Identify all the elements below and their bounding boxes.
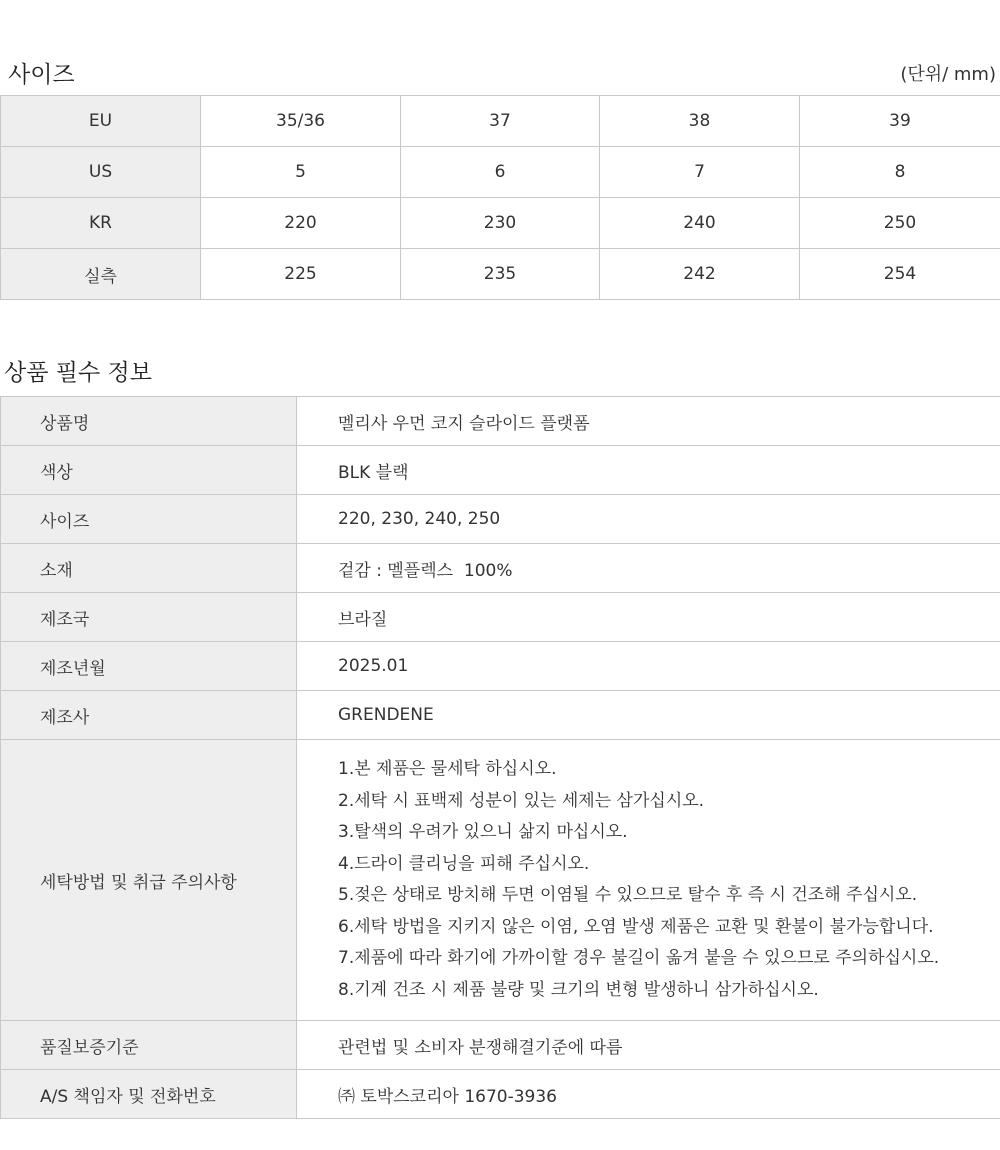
care-line: 7.제품에 따라 화기에 가까이할 경우 불길이 옮겨 붙을 수 있으므로 주의하십시오.	[338, 948, 940, 968]
care-line: 8.기계 건조 시 제품 불량 및 크기의 변형 발생하니 삼가하십시오.	[338, 979, 819, 1000]
info-label: 제조사	[1, 691, 297, 740]
info-row-manufacturer	[1, 691, 1000, 740]
info-section-header	[0, 356, 1000, 388]
size-row-actual	[1, 249, 1000, 300]
care-line: 1.본 제품은 물세탁 하십시오.	[338, 759, 557, 779]
info-value: 브라질	[297, 593, 1000, 642]
size-cell: 35/36	[201, 96, 401, 147]
size-cell: 8	[800, 147, 1000, 198]
info-label: 제조국	[1, 593, 297, 642]
size-row-label: KR	[1, 198, 201, 249]
info-value: 멜리사 우먼 코지 슬라이드 플랫폼	[297, 397, 1000, 446]
size-row-label: EU	[1, 96, 201, 147]
info-label: A/S 책임자 및 전화번호	[1, 1070, 297, 1119]
size-cell: 230	[401, 198, 600, 249]
size-row-us	[1, 147, 1000, 198]
size-table	[0, 95, 1000, 300]
info-label: 제조년월	[1, 642, 297, 691]
care-line: 5.젖은 상태로 방치해 두면 이염될 수 있으므로 탈수 후 즉 시 건조해 주십시오.	[338, 885, 918, 905]
size-cell: 6	[401, 147, 600, 198]
info-row-quality-standard	[1, 1021, 1000, 1070]
size-cell: 37	[401, 96, 600, 147]
info-value: GRENDENE	[297, 691, 1000, 740]
size-cell: 235	[401, 249, 600, 300]
care-line: 6.세탁 방법을 지키지 않은 이염, 오염 발생 제품은 교환 및 환불이 불가능합니다.	[338, 916, 934, 937]
info-row-manufacture-date	[1, 642, 1000, 691]
info-value: 관련법 및 소비자 분쟁해결기준에 따름	[297, 1021, 1000, 1070]
info-value: 겉감 : 멜플렉스 100%	[297, 544, 1000, 593]
info-row-size	[1, 495, 1000, 544]
info-label: 색상	[1, 446, 297, 495]
info-label: 소재	[1, 544, 297, 593]
size-cell: 38	[600, 96, 800, 147]
info-label: 세탁방법 및 취급 주의사항	[1, 740, 297, 1021]
info-label: 상품명	[1, 397, 297, 446]
size-cell: 250	[800, 198, 1000, 249]
size-row-label: US	[1, 147, 201, 198]
size-cell: 5	[201, 147, 401, 198]
size-section-header	[0, 58, 1000, 90]
info-row-as-contact	[1, 1070, 1000, 1119]
product-info-table	[0, 396, 1000, 1119]
size-cell: 220	[201, 198, 401, 249]
size-cell: 225	[201, 249, 401, 300]
info-row-care	[1, 740, 1000, 1021]
info-row-material	[1, 544, 1000, 593]
size-cell: 254	[800, 249, 1000, 300]
care-line: 2.세탁 시 표백제 성분이 있는 세제는 삼가십시오.	[338, 790, 705, 811]
size-cell: 240	[600, 198, 800, 249]
size-cell: 242	[600, 249, 800, 300]
info-row-country	[1, 593, 1000, 642]
size-cell: 7	[600, 147, 800, 198]
care-instructions	[297, 740, 1000, 1021]
size-unit-note: (단위/ mm)	[900, 64, 996, 85]
info-row-product-name	[1, 397, 1000, 446]
care-line: 4.드라이 클리닝을 피해 주십시오.	[338, 853, 590, 874]
info-section-title: 상품 필수 정보	[4, 360, 152, 386]
info-value: 2025.01	[297, 642, 1000, 691]
size-row-label: 실측	[1, 249, 201, 300]
info-value: ㈜ 토박스코리아 1670-3936	[297, 1070, 1000, 1119]
info-row-color	[1, 446, 1000, 495]
info-label: 품질보증기준	[1, 1021, 297, 1070]
info-value: BLK 블랙	[297, 446, 1000, 495]
care-line: 3.탈색의 우려가 있으니 삶지 마십시오.	[338, 822, 628, 842]
info-value: 220, 230, 240, 250	[297, 495, 1000, 544]
size-row-eu	[1, 96, 1000, 147]
size-row-kr	[1, 198, 1000, 249]
size-cell: 39	[800, 96, 1000, 147]
size-section-title: 사이즈	[8, 62, 75, 88]
info-label: 사이즈	[1, 495, 297, 544]
